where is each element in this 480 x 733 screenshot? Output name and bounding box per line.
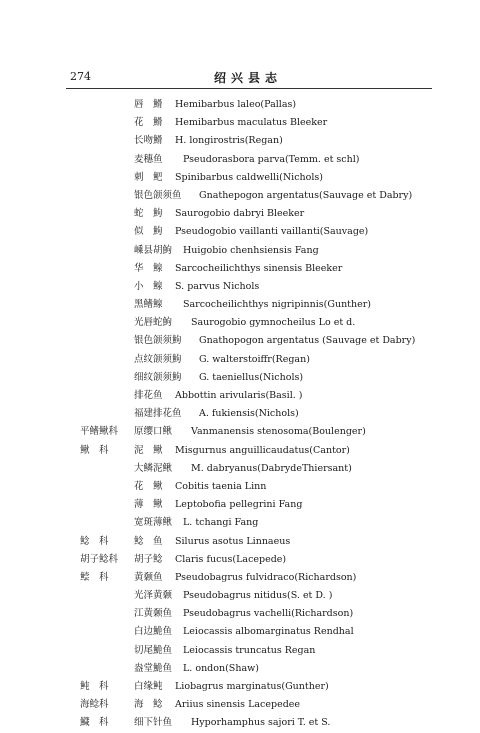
chinese-name: 点纹颌须鮈 — [134, 353, 182, 365]
scientific-name: Hyporhamphus sajori T. et S. — [191, 717, 331, 729]
family-name: 平鳍鳅科 — [80, 426, 119, 438]
chinese-name: 银色颌须鱼 — [134, 189, 182, 201]
chinese-name: 小 鳈 — [134, 280, 163, 292]
scientific-name: G. taeniellus(Nichols) — [199, 371, 304, 383]
scientific-name: G. walterstoiffr(Regan) — [199, 353, 310, 365]
list-item — [0, 514, 480, 532]
scientific-name: Liobagrus marginatus(Gunther) — [175, 681, 329, 692]
chinese-name: 花 䱻 — [134, 117, 163, 129]
list-item — [0, 223, 480, 241]
scientific-name: L. tchangi Fang — [183, 517, 259, 529]
family-name: 胡子鲶科 — [80, 553, 119, 565]
list-item — [0, 642, 480, 660]
list-item — [0, 332, 480, 350]
scientific-name: Vanmanensis stenosoma(Boulenger) — [191, 426, 366, 438]
chinese-name: 长吻䱻 — [134, 135, 163, 147]
chinese-name: 胡子鲶 — [134, 553, 163, 565]
chinese-name: 似 鮈 — [134, 226, 163, 238]
family-name: 鱵 科 — [80, 717, 109, 729]
chinese-name: 光唇蛇鮈 — [134, 317, 173, 329]
chinese-name: 排花鱼 — [134, 390, 163, 401]
chinese-name: 唇 䱻 — [134, 99, 163, 110]
chinese-name: 盎堂鮠鱼 — [134, 662, 173, 674]
family-name: 鲶 科 — [80, 535, 109, 547]
chinese-name: 华 鳈 — [134, 262, 163, 274]
chinese-name: 刺 鲃 — [134, 171, 163, 183]
scientific-name: Cobitis taenia Linn — [175, 480, 267, 492]
list-item — [0, 187, 480, 205]
chinese-name: 原缨口鳅 — [134, 426, 173, 438]
chinese-name: 切尾鮠鱼 — [134, 644, 173, 656]
scientific-name: Pseudogobio vaillanti vaillanti(Sauvage) — [175, 226, 369, 238]
chinese-name: 光泽黄颡 — [134, 590, 173, 602]
list-item — [0, 587, 480, 605]
list-item — [0, 114, 480, 132]
list-item — [0, 369, 480, 387]
chinese-name: 大鳞泥鳅 — [134, 462, 173, 474]
scientific-name: Leiocassis truncatus Regan — [183, 644, 316, 656]
list-item — [0, 460, 480, 478]
scientific-name: Abbottin arivularis(Basil. ) — [175, 390, 303, 401]
list-item — [0, 242, 480, 260]
chinese-name: 福建排花鱼 — [134, 408, 182, 420]
list-item — [0, 169, 480, 187]
chinese-name: 银色颌须鮈 — [134, 335, 182, 347]
chinese-name: 薄 鳅 — [134, 499, 163, 511]
list-item — [0, 551, 480, 569]
scientific-name: Silurus asotus Linnaeus — [175, 535, 291, 547]
list-item — [0, 569, 480, 587]
list-item — [0, 260, 480, 278]
list-item — [0, 387, 480, 405]
scientific-name: Sarcocheilichthys sinensis Bleeker — [175, 262, 343, 274]
scientific-name: Gnathepogon argentatus(Sauvage et Dabry) — [199, 189, 413, 201]
scientific-name: S. parvus Nichols — [175, 280, 260, 292]
list-item — [0, 714, 480, 732]
list-item — [0, 296, 480, 314]
scientific-name: Pseudobagrus vachelli(Richardson) — [183, 608, 354, 620]
scientific-name: Huigobio chenhsiensis Fang — [183, 244, 319, 256]
species-list — [0, 96, 480, 733]
chinese-name: 白边鮠鱼 — [134, 626, 173, 638]
scientific-name: Claris fucus(Lacepede) — [175, 553, 287, 565]
scientific-name: M. dabryanus(DabrydeThiersant) — [191, 462, 352, 474]
family-name: 鳅 科 — [80, 444, 109, 456]
list-item — [0, 660, 480, 678]
list-item — [0, 605, 480, 623]
book-title: 绍兴县志 — [213, 71, 282, 85]
scientific-name: Pseudorasbora parva(Temm. et schl) — [183, 153, 360, 165]
scientific-name: Leptobofia pellegrini Fang — [175, 499, 303, 511]
scientific-name: Pseudobagrus nitidus(S. et D. ) — [183, 590, 333, 602]
list-item — [0, 696, 480, 714]
list-item — [0, 205, 480, 223]
scientific-name: Hemibarbus laleo(Pallas) — [175, 99, 297, 110]
scientific-name: A. fukiensis(Nichols) — [199, 408, 299, 420]
list-item — [0, 351, 480, 369]
scientific-name: Misgurnus anguillicaudatus(Cantor) — [175, 444, 350, 456]
scientific-name: Gnathopogon argentatus (Sauvage et Dabry) — [199, 335, 416, 347]
family-name: 鲀 科 — [80, 681, 109, 692]
chinese-name: 细下针鱼 — [134, 717, 173, 729]
list-item — [0, 96, 480, 114]
scientific-name: Saurogobio gymnocheilus Lo et d. — [191, 317, 356, 329]
scientific-name: Pseudobagrus fulvidraco(Richardson) — [175, 571, 357, 583]
scientific-name: L. ondon(Shaw) — [183, 662, 259, 674]
scientific-name: Leiocassis albomarginatus Rendhal — [183, 626, 354, 638]
list-item — [0, 151, 480, 169]
chinese-name: 黑鳍鳈 — [134, 299, 163, 311]
chinese-name: 细纹颌须鮈 — [134, 371, 182, 383]
list-item — [0, 496, 480, 514]
list-item — [0, 678, 480, 696]
header-rule — [66, 88, 432, 89]
list-item — [0, 442, 480, 460]
family-name: 鲿 科 — [80, 571, 109, 583]
list-item — [0, 533, 480, 551]
scientific-name: Spinibarbus caldwelli(Nichols) — [175, 171, 323, 183]
list-item — [0, 623, 480, 641]
list-item — [0, 423, 480, 441]
scientific-name: Saurogobio dabryi Bleeker — [175, 208, 305, 220]
chinese-name: 海 鲶 — [134, 699, 163, 711]
chinese-name: 黄颡鱼 — [134, 571, 163, 583]
list-item — [0, 278, 480, 296]
scientific-name: H. longirostris(Regan) — [175, 135, 283, 147]
page-header — [70, 70, 426, 86]
scientific-name: Sarcocheilichthys nigripinnis(Gunther) — [183, 299, 371, 311]
chinese-name: 鲶 鱼 — [134, 535, 163, 547]
list-item — [0, 314, 480, 332]
chinese-name: 泥 鳅 — [134, 444, 163, 456]
chinese-name: 嵊县胡鮈 — [134, 244, 173, 256]
chinese-name: 宽斑薄鳅 — [134, 517, 173, 529]
chinese-name: 麦穗鱼 — [134, 153, 163, 165]
page-number: 274 — [70, 70, 91, 83]
scientific-name: Ariius sinensis Lacepedee — [175, 699, 301, 711]
chinese-name: 蛇 鮈 — [134, 208, 163, 220]
chinese-name: 白缘鲀 — [134, 681, 163, 692]
list-item — [0, 478, 480, 496]
scientific-name: Hemibarbus maculatus Bleeker — [175, 117, 328, 129]
chinese-name: 江黄颡鱼 — [134, 608, 173, 620]
chinese-name: 花 鳅 — [134, 480, 163, 492]
list-item — [0, 405, 480, 423]
family-name: 海鲶科 — [80, 699, 109, 711]
list-item — [0, 132, 480, 150]
